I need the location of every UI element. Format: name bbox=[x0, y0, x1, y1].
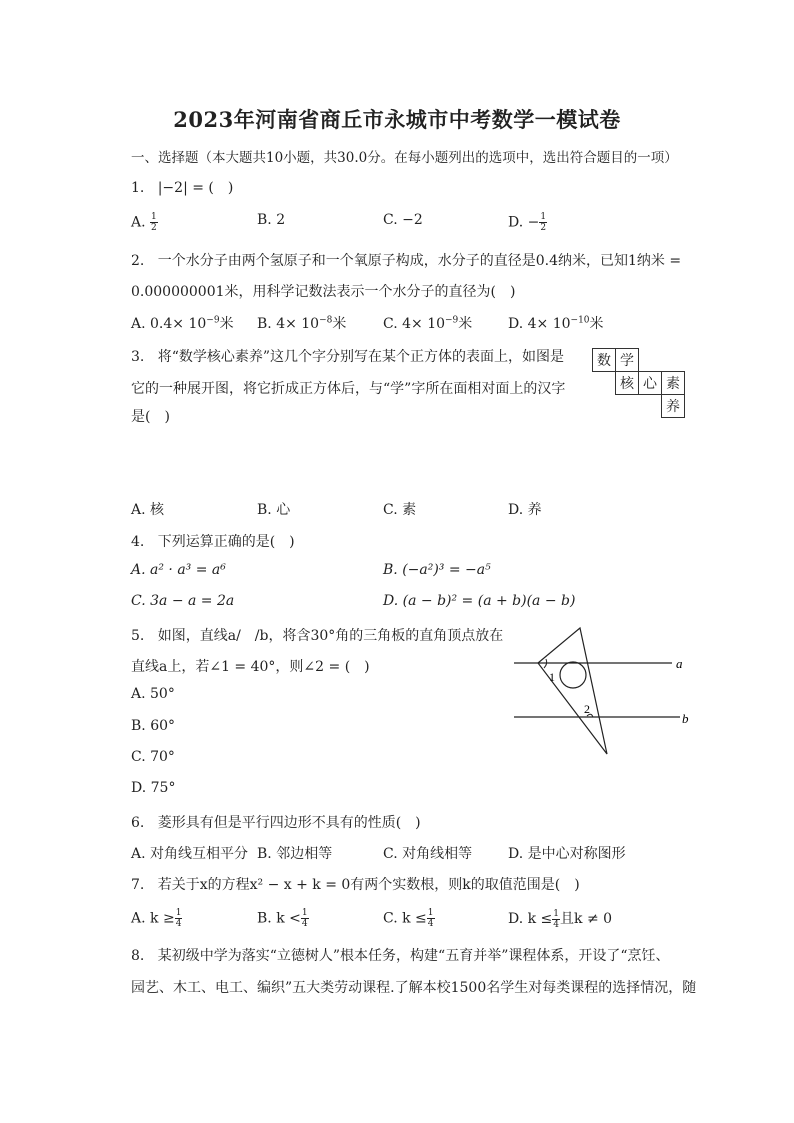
fraction: $\frac{1}{4}$ bbox=[301, 908, 308, 929]
question-stem: 某初级中学为落实“立德树人”根本任务，构建“五育并举”课程体系，开设了“烹饪、 bbox=[157, 948, 670, 964]
circle bbox=[560, 662, 586, 688]
question-number: 7. bbox=[131, 877, 145, 893]
net-cell: 素 bbox=[661, 371, 685, 395]
question-3-line2: 它的一种展开图，将它折成正方体后，与“学”字所在面相对面上的汉字 bbox=[131, 381, 566, 397]
question-number: 4. bbox=[131, 534, 145, 550]
q3-option-c: C. 素 bbox=[383, 502, 417, 518]
q1-option-d: D. − $\frac{1}{2}$ bbox=[508, 212, 547, 233]
label-angle-1: 1 bbox=[549, 670, 555, 684]
question-5 bbox=[131, 625, 503, 645]
q2-option-d: D. $4\times 10^{-10}$米 bbox=[508, 315, 604, 332]
section-heading: 一、选择题（本大题共10小题，共30.0分。在每小题列出的选项中，选出符合题目的一项） bbox=[131, 150, 678, 166]
q4-option-b: B. (−a²)³ = −a⁵ bbox=[383, 562, 491, 578]
q7-option-b: B. k < $\frac{1}{4}$ bbox=[257, 908, 308, 929]
q2-option-c: C. $4\times 10^{-9}$米 bbox=[383, 315, 473, 332]
q4-option-c: C. 3a − a = 2a bbox=[131, 593, 235, 609]
net-cell: 心 bbox=[638, 371, 662, 395]
fraction: $\frac{1}{4}$ bbox=[553, 908, 560, 930]
q6-option-a: A. 对角线互相平分 bbox=[131, 846, 249, 862]
question-6 bbox=[131, 812, 421, 832]
q5-option-a: A. 50° bbox=[131, 686, 175, 702]
q1-option-a: A. $\frac{1}{2}$ bbox=[131, 212, 157, 233]
question-7 bbox=[131, 874, 580, 894]
q2-option-a: A. $0.4\times 10^{-9}$米 bbox=[131, 315, 234, 332]
fraction: $\frac{1}{4}$ bbox=[175, 908, 182, 929]
q4-option-a: A. a² · a³ = a⁶ bbox=[131, 562, 226, 578]
question-stem: 若关于x的方程x² − x + k = 0有两个实数根，则k的取值范围是( ) bbox=[157, 877, 580, 893]
fraction: $\frac{1}{2}$ bbox=[151, 212, 157, 233]
question-number: 1. bbox=[131, 180, 145, 196]
net-cell: 学 bbox=[615, 348, 639, 372]
q1-option-b: B. 2 bbox=[257, 212, 286, 228]
page-title: 2023年河南省商丘市永城市中考数学一模试卷 bbox=[173, 107, 621, 132]
q4-option-d: D. (a − b)² = (a + b)(a − b) bbox=[383, 593, 576, 609]
q7-option-a: A. k ≥ $\frac{1}{4}$ bbox=[131, 908, 182, 929]
triangle bbox=[538, 628, 607, 754]
label-a: a bbox=[676, 656, 683, 671]
net-cell: 数 bbox=[592, 348, 616, 372]
question-number: 3. bbox=[131, 349, 145, 365]
question-stem: 一个水分子由两个氢原子和一个氧原子构成，水分子的直径是0.4纳米，已知1纳米 = bbox=[157, 253, 682, 269]
question-stem: 菱形具有但是平行四边形不具有的性质( ) bbox=[157, 815, 421, 831]
question-1 bbox=[131, 177, 233, 197]
question-stem: |−2| = ( ) bbox=[157, 180, 234, 196]
question-3 bbox=[131, 346, 564, 366]
label-angle-2: 2 bbox=[584, 702, 590, 716]
fraction: $\frac{1}{4}$ bbox=[427, 908, 434, 929]
question-stem: 将“数学核心素养”这几个字分别写在某个正方体的表面上，如图是 bbox=[157, 349, 565, 365]
q5-option-c: C. 70° bbox=[131, 749, 175, 765]
parallel-lines-figure bbox=[500, 620, 700, 760]
question-number: 6. bbox=[131, 815, 145, 831]
question-stem: 下列运算正确的是( ) bbox=[157, 534, 295, 550]
q7-option-d: D. k ≤ $\frac{1}{4}$ 且k ≠ 0 bbox=[508, 908, 613, 930]
net-cell: 核 bbox=[615, 371, 639, 395]
question-8-line2: 园艺、木工、电工、编织”五大类劳动课程.了解本校1500名学生对每类课程的选择情况，随 bbox=[131, 980, 697, 996]
label-b: b bbox=[682, 711, 689, 726]
question-5-line2: 直线a上，若∠1 = 40°，则∠2 = ( ) bbox=[131, 659, 370, 675]
q6-option-d: D. 是中心对称图形 bbox=[508, 846, 626, 862]
q5-option-b: B. 60° bbox=[131, 718, 176, 734]
q3-option-a: A. 核 bbox=[131, 502, 165, 518]
q7-option-c: C. k ≤ $\frac{1}{4}$ bbox=[383, 908, 434, 929]
net-cell: 养 bbox=[661, 394, 685, 418]
q3-option-d: D. 养 bbox=[508, 502, 542, 518]
question-2 bbox=[131, 250, 681, 270]
question-number: 8. bbox=[131, 948, 145, 964]
question-2-line2: 0.000000001米，用科学记数法表示一个水分子的直径为( ) bbox=[131, 284, 516, 300]
question-3-line3: 是( ) bbox=[131, 409, 170, 425]
q2-option-b: B. $4\times 10^{-8}$米 bbox=[257, 315, 347, 332]
question-stem: 如图，直线a/ /b，将含30°角的三角板的直角顶点放在 bbox=[157, 628, 504, 644]
q1-option-c: C. −2 bbox=[383, 212, 423, 228]
q6-option-c: C. 对角线相等 bbox=[383, 846, 473, 862]
q6-option-b: B. 邻边相等 bbox=[257, 846, 333, 862]
q3-option-b: B. 心 bbox=[257, 502, 291, 518]
question-8 bbox=[131, 945, 670, 965]
question-number: 2. bbox=[131, 253, 145, 269]
q5-option-d: D. 75° bbox=[131, 780, 176, 796]
question-number: 5. bbox=[131, 628, 145, 644]
fraction: $\frac{1}{2}$ bbox=[540, 212, 547, 233]
question-4 bbox=[131, 531, 295, 551]
